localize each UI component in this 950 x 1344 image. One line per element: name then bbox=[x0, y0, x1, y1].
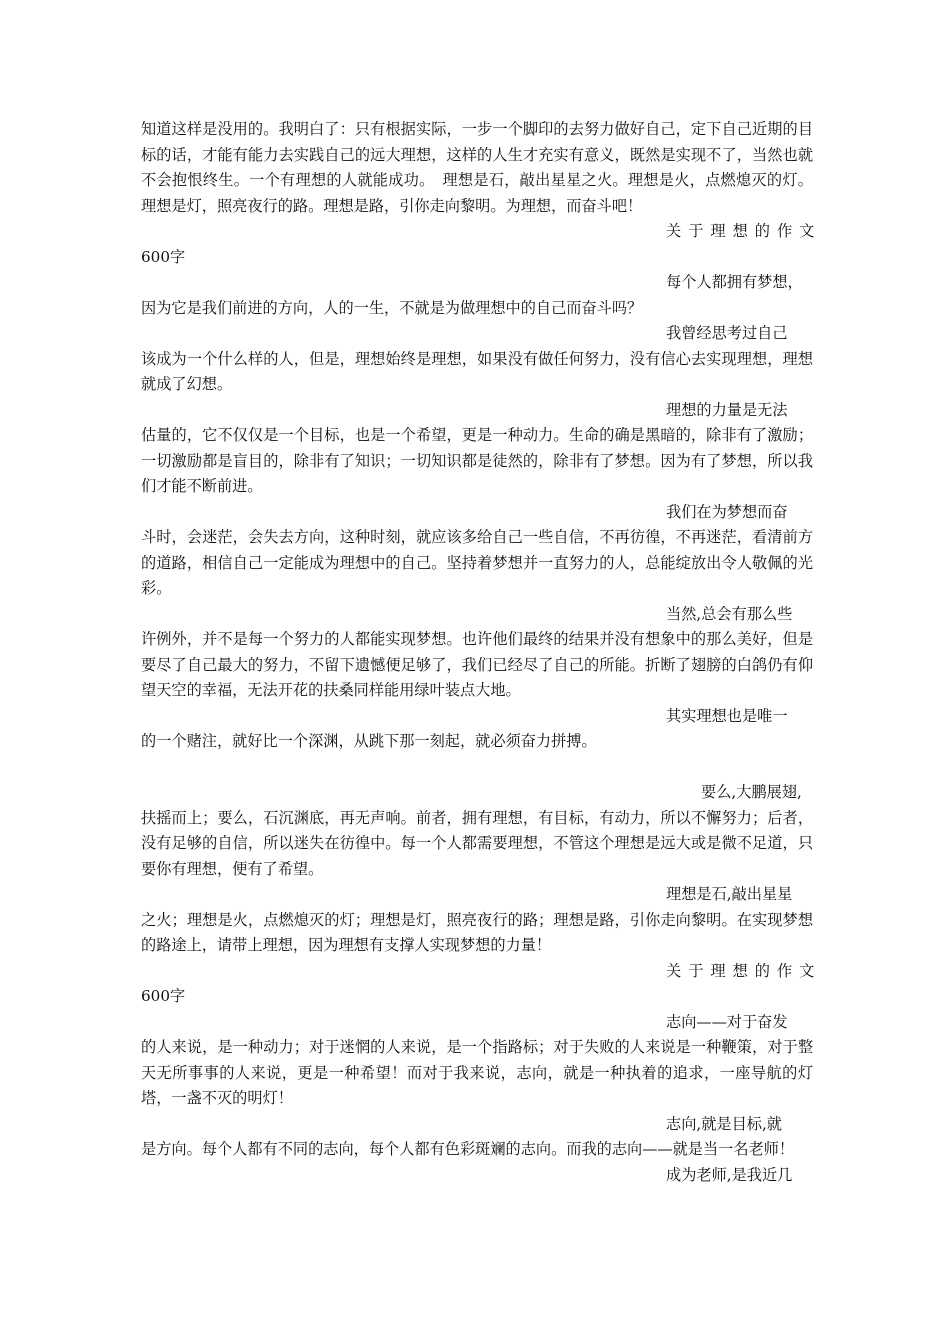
paragraph-text: 该成为一个什么样的人，但是，理想始终是理想，如果没有做任何努力，没有信心去实现理想，理想就成了幻想。 bbox=[141, 349, 813, 393]
paragraph-lead: 当然,总会有那么些 bbox=[666, 604, 793, 623]
paragraph-lead: 成为老师,是我近几 bbox=[666, 1165, 793, 1184]
paragraph-text: 的人来说，是一种动力；对于迷惘的人来说，是一个指路标；对于失败的人来说是一种鞭策，对于整天无所事事的人来说，更是一种希望！而对于我来说，志向，就是一种执着的追求，一座导航的灯塔，一盏不灭的明灯！ bbox=[141, 1038, 813, 1107]
paragraph-lead: 理想的力量是无法 bbox=[666, 400, 788, 419]
document-body bbox=[141, 117, 822, 1188]
essay-heading-title: 关于理想的作文 bbox=[666, 222, 822, 240]
paragraph-lead: 理想是石,敲出星星 bbox=[666, 885, 793, 903]
paragraph-lead: 我曾经思考过自己 bbox=[666, 324, 788, 342]
paragraph bbox=[141, 321, 813, 398]
paragraph-text: 因为它是我们前进的方向，人的一生，不就是为做理想中的自己而奋斗吗？ bbox=[141, 298, 643, 317]
paragraph-text: 是方向。每个人都有不同的志向，每个人都有色彩斑斓的志向。而我的志向——就是当一名老师！ bbox=[141, 1140, 795, 1158]
essay-heading-wordcount: 600字 bbox=[141, 247, 186, 266]
paragraph-text: 之火；理想是火，点燃熄灭的灯；理想是灯，照亮夜行的路；理想是路，引你走向黎明。在实现梦想的路途上，请带上理想，因为理想有支撑人实现梦想的力量！ bbox=[141, 910, 813, 954]
paragraph-text: 斗时，会迷茫，会失去方向，这种时刻，就应该多给自己一些自信，不再彷徨，不再迷茫，看清前方的道路，相信自己一定能成为理想中的自己。坚持着梦想并一直努力的人，总能绽放出令人敬佩的光彩。 bbox=[141, 528, 813, 597]
essay-heading bbox=[141, 219, 822, 270]
paragraph bbox=[141, 1010, 813, 1112]
paragraph-text: 许例外，并不是每一个努力的人都能实现梦想。也许他们最终的结果并没有想象中的那么美好，但是要尽了自己最大的努力，不留下遗憾便足够了，我们已经尽了自己的所能。折断了翅膀的白鸽仍有仰望天空的幸福，无法开花的扶桑同样能用绿叶装点大地。 bbox=[141, 630, 813, 699]
essay-heading bbox=[141, 959, 822, 1010]
essay-heading-wordcount: 600字 bbox=[141, 987, 186, 1005]
paragraph-lead: 每个人都拥有梦想， bbox=[666, 273, 803, 291]
paragraph bbox=[141, 1112, 813, 1163]
paragraph-text: 的一个赌注，就好比一个深渊，从跳下那一刻起，就必须奋力拼搏。 bbox=[141, 732, 597, 750]
paragraph bbox=[141, 780, 813, 882]
essay-heading-title: 关于理想的作文 bbox=[666, 961, 822, 980]
paragraph bbox=[141, 398, 813, 500]
paragraph bbox=[141, 270, 813, 321]
paragraph bbox=[141, 882, 813, 959]
paragraph-lead: 我们在为梦想而奋 bbox=[666, 502, 788, 521]
paragraph bbox=[141, 500, 813, 602]
paragraph-lead: 要么,大鹏展翅, bbox=[701, 783, 802, 801]
paragraph bbox=[141, 602, 813, 704]
paragraph-lead: 志向,就是目标,就 bbox=[666, 1114, 782, 1133]
paragraph bbox=[141, 704, 813, 755]
paragraph-intro bbox=[141, 117, 813, 219]
blank-line bbox=[141, 755, 813, 781]
paragraph-text: 估量的，它不仅仅是一个目标，也是一个希望，更是一种动力。生命的确是黑暗的，除非有了激励；一切激励都是盲目的，除非有了知识；一切知识都是徒然的，除非有了梦想。因为有了梦想，所以我们才能不断前进。 bbox=[141, 426, 813, 495]
paragraph-text: 扶摇而上；要么，石沉渊底，再无声响。前者，拥有理想，有目标，有动力，所以不懈努力；后者，没有足够的自信，所以迷失在彷徨中。每一个人都需要理想，不管这个理想是远大或是微不足道，只要你有理想，便有了希望。 bbox=[141, 808, 813, 878]
paragraph-lead: 其实理想也是唯一 bbox=[666, 706, 788, 725]
paragraph bbox=[141, 1163, 813, 1189]
paragraph-lead: 志向——对于奋发 bbox=[666, 1012, 788, 1031]
paragraph-text: 知道这样是没用的。我明白了：只有根据实际，一步一个脚印的去努力做好自己，定下自己近期的目标的话，才能有能力去实践自己的远大理想，这样的人生才充实有意义，既然是实现不了，当然也就不会抱恨终生。一个有理想的人就能成功。 理想是石，敲出星星之火。理想是火，点燃熄灭的灯。理想是灯，照亮夜行的路。理想是路，引你走向黎明。为理想，而奋斗吧！ bbox=[141, 120, 813, 215]
